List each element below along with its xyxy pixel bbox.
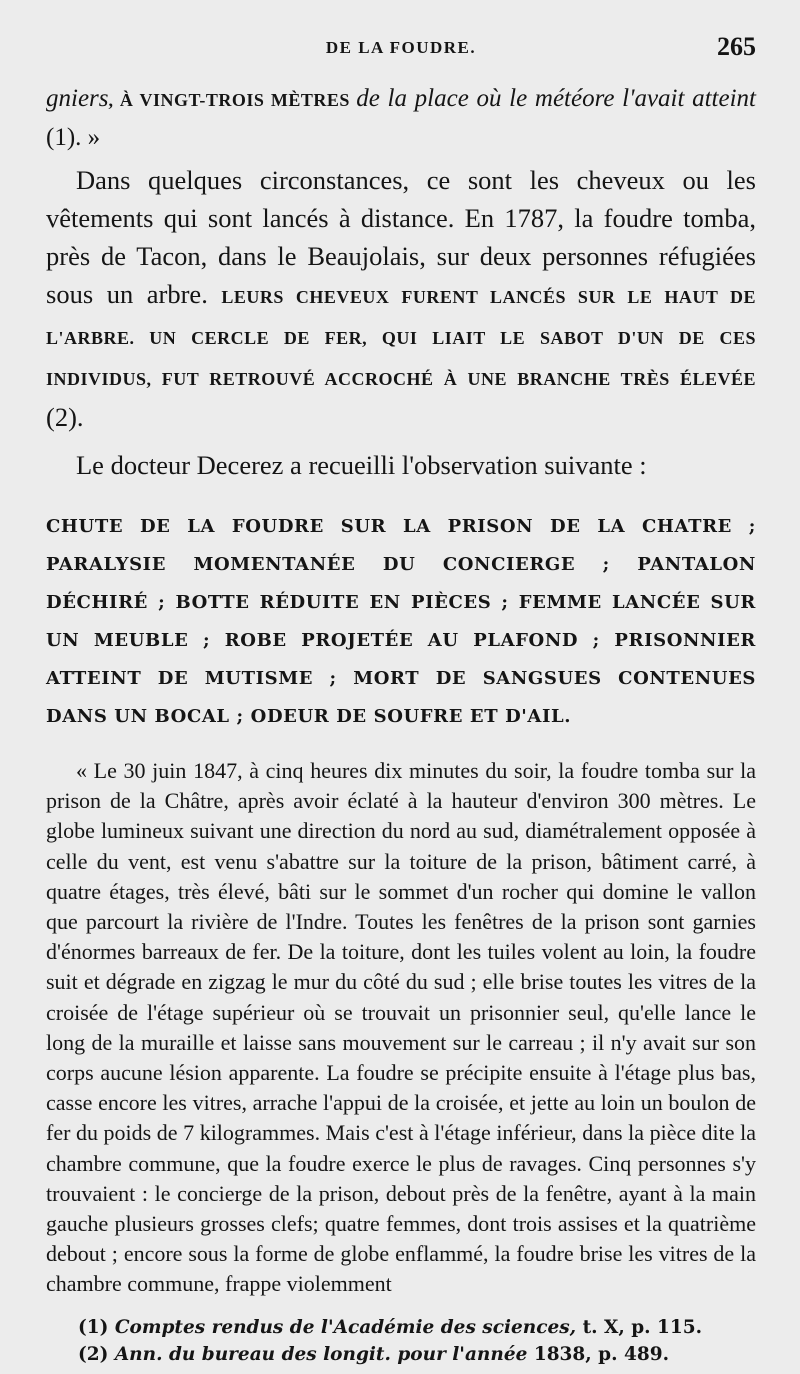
paragraph-text: « Le 30 juin 1847, à cinq heures dix minutes du soir, la foudre tomba sur la prison de la Châtre, après avoir éclaté à la hauteur d'environ 300 mètres. Le globe lumineux suivant une direction du nord au sud, diamétralement opposée à celle du vent, est venu s'abattre sur la toiture de la prison, bâtiment carré, à quatre étages, très élevé, bâti sur le sommet d'un rocher qui domine le vallon que parcourt la rivière de l'Indre. Toutes les fenêtres de la prison sont garnies d'énormes barreaux de fer. De la toiture, dont les tuiles volent au loin, la foudre suit et dégrade en zigzag le mur du côté du sud ; elle brise toutes les vitres de la croisée de l'étage supérieur où se trouvait un prisonnier seul, qu'elle lance le long de la muraille et laisse sans mouvement sur le carreau ; il n'y avait sur son corps aucune lésion apparente. La foudre se précipite ensuite à l'étage plus bas, casse encore les vitres, arrache l'appui de la croisée, et jette au loin un boulon de fer du poids de 7 kilogrammes. Mais c'est à l'étage inférieur, dans la pièce dite la chambre commune, que la foudre exerce le plus de ravages. Cinq personnes s'y trouvaient : le concierge de la prison, debout près de la fenêtre, ayant à la main gauche plusieurs grosses clefs; quatre femmes, dont trois assises et la quatrième debout ; encore sous la forme de globe enflammé, la foudre brise les vitres de la chambre commune, frappe violemment: [46, 758, 756, 1297]
text-fragment-smallcaps: LEURS CHEVEUX FURENT LANCÉS SUR LE HAUT DE L'ARBRE. UN CERCLE DE FER, QUI LIAIT LE SABOT D'UN DE CES INDIVIDUS, FUT RETROUVÉ ACCROCHÉ À UNE BRANCHE TRÈS ÉLEVÉE: [46, 287, 756, 389]
paragraph-decerez: [46, 446, 756, 484]
footnote-ref: (2).: [46, 402, 84, 432]
paragraph-text: [46, 161, 756, 436]
footnote-title: Comptes rendus de l'Académie des sciences,: [114, 1316, 577, 1338]
footnote-reference: t. X, p. 115.: [576, 1316, 703, 1338]
page-number: 265: [717, 32, 756, 61]
paragraph-cheveux: [46, 161, 756, 436]
footnote-2: [78, 1341, 756, 1368]
footnotes: [78, 1314, 756, 1368]
text-fragment: gniers: [46, 85, 109, 112]
text-fragment: , À VINGT-TROIS MÈTRES: [108, 90, 357, 110]
paragraph-quote-end: [46, 80, 756, 157]
text-fragment: de la place où le météore l'avait atteint: [356, 85, 756, 112]
footnote-number: (2): [78, 1343, 115, 1365]
footnote-ref: (1). »: [46, 124, 101, 151]
footnote-1: [78, 1314, 756, 1341]
running-head: DE LA FOUDRE.: [325, 38, 477, 57]
section-heading: CHUTE DE LA FOUDRE SUR LA PRISON DE LA CHATRE ; PARALYSIE MOMENTANÉE DU CONCIERGE ; PANTALON DÉCHIRÉ ; BOTTE RÉDUITE EN PIÈCES ; FEMME LANCÉE SUR UN MEUBLE ; ROBE PROJETÉE AU PLAFOND ; PRISONNIER ATTEINT DE MUTISME ; MORT DE SANGSUES CONTENUES DANS UN BOCAL ; ODEUR DE SOUFRE ET D'AIL.: [46, 516, 756, 727]
footnote-number: (1): [78, 1316, 115, 1338]
text-fragment: Dans quelques circonstances, ce sont les cheveux ou les vêtements qui sont lancés à distance. En 1787, la foudre tomba, près de Tacon, dans le Beaujolais, sur deux personnes réfugiées sous un arbre.: [46, 165, 756, 309]
footnote-title: Ann. du bureau des longit. pour l'année: [114, 1343, 528, 1365]
page-header: [46, 30, 756, 74]
paragraph-observation: [46, 756, 756, 1300]
footnote-reference: 1838, p. 489.: [527, 1343, 670, 1365]
paragraph-text: Le docteur Decerez a recueilli l'observation suivante :: [76, 450, 647, 480]
